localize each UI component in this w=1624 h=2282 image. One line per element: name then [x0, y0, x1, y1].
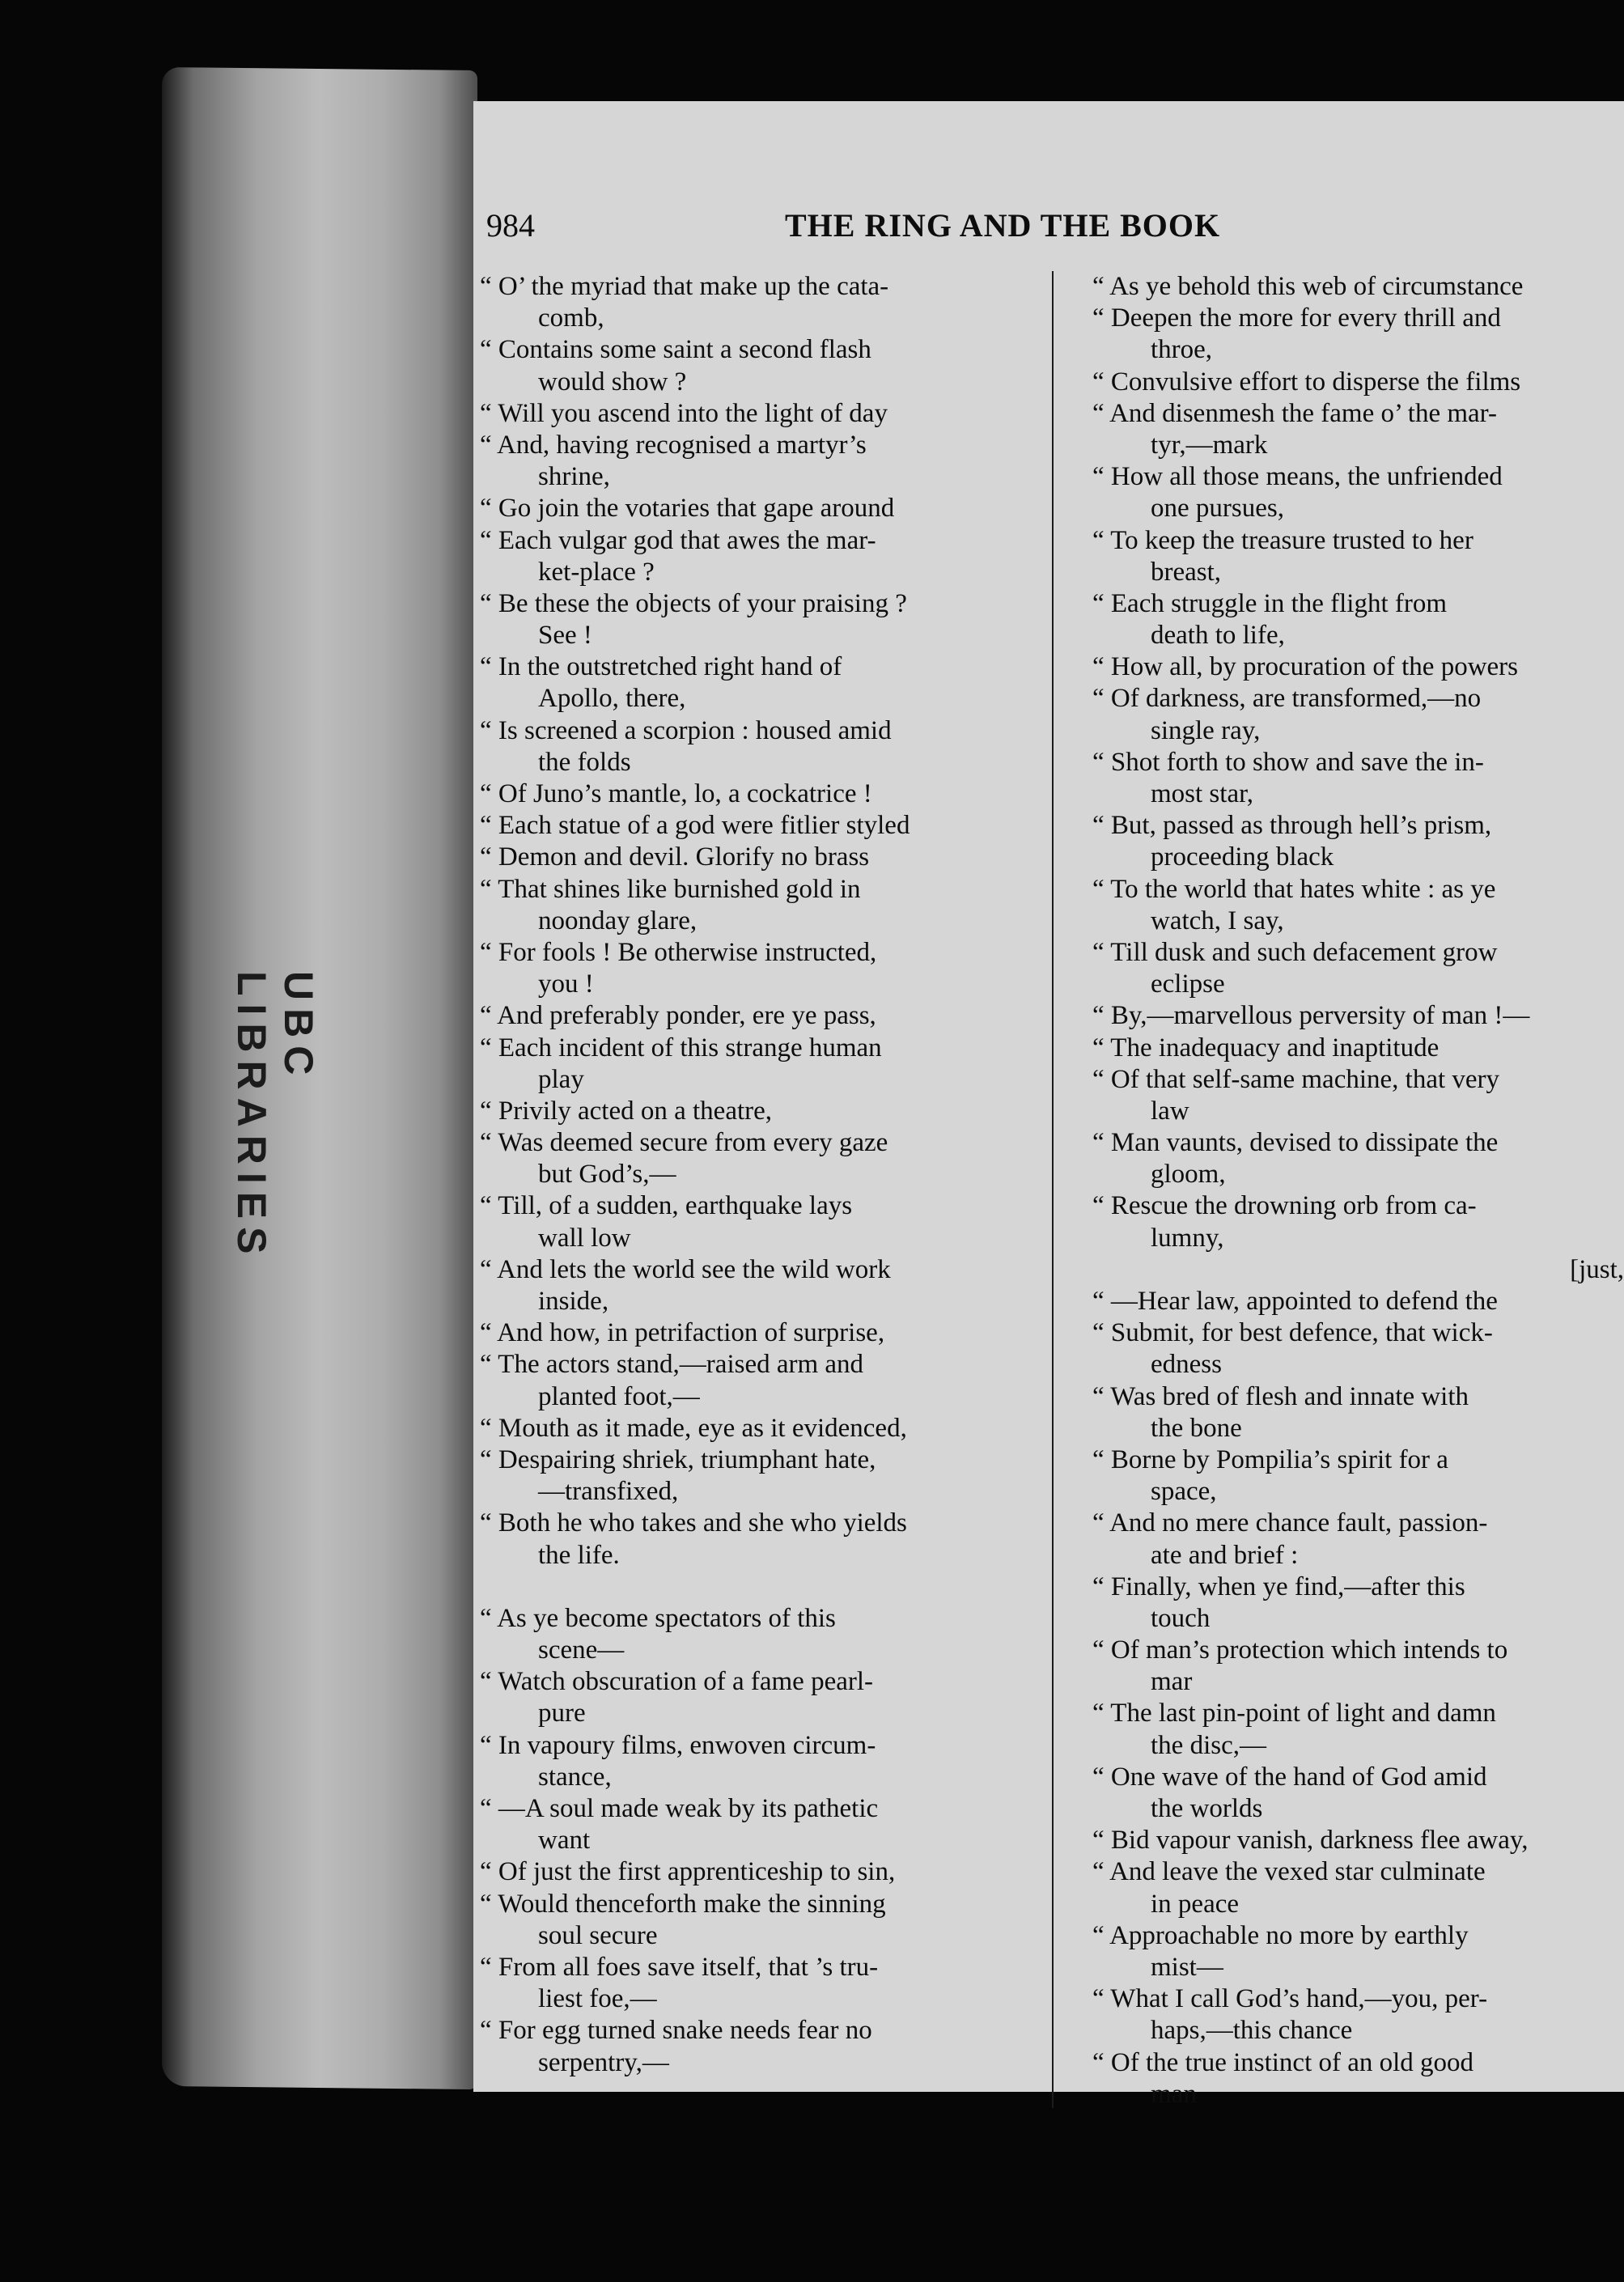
verse-line: “ Deepen the more for every thrill and [1092, 303, 1501, 333]
verse-line: “ Each vulgar god that awes the mar- [480, 525, 876, 555]
verse-line: “ Convulsive effort to disperse the films [1092, 367, 1521, 397]
verse-line: “ Of that self-same machine, that very [1092, 1064, 1500, 1094]
verse-line: watch, I say, [1151, 906, 1284, 935]
verse-line: “ Of just the first apprenticeship to sin, [480, 1857, 896, 1887]
verse-line: stance, [538, 1762, 612, 1792]
verse-line: “ Was deemed secure from every gaze [480, 1128, 888, 1158]
right-text-column [1092, 271, 1624, 2110]
verse-line: would show ? [538, 367, 687, 397]
verse-line: most star, [1151, 779, 1254, 808]
verse-line: “ As ye behold this web of circumstance [1092, 272, 1524, 301]
verse-line: “ Each incident of this strange human [480, 1033, 882, 1063]
verse-line: “ Each struggle in the flight from [1092, 588, 1448, 618]
verse-line: “ Till, of a sudden, earthquake lays [480, 1191, 853, 1221]
verse-line: “ Would thenceforth make the sinning [480, 1889, 886, 1919]
verse-line: comb, [538, 303, 604, 333]
verse-line: the disc,— [1151, 1730, 1266, 1760]
verse-line: “ Despairing shriek, triumphant hate, [480, 1444, 876, 1474]
verse-line: planted foot,— [538, 1381, 700, 1411]
verse-line: law [1151, 1096, 1189, 1126]
verse-line: man [1151, 2079, 1197, 2109]
verse-line: “ Privily acted on a theatre, [480, 1096, 773, 1126]
verse-line: haps,—this chance [1151, 2016, 1353, 2046]
verse-line: “ Was bred of flesh and innate with [1092, 1381, 1469, 1411]
verse-line: “ For egg turned snake needs fear no [480, 2016, 872, 2046]
verse-line: you ! [538, 969, 594, 999]
verse-line: “ Both he who takes and she who yields [480, 1508, 907, 1538]
verse-line: —transfixed, [538, 1477, 679, 1507]
verse-line: but God’s,— [538, 1160, 676, 1190]
verse-line: “ Man vaunts, devised to dissipate the [1092, 1128, 1499, 1158]
verse-line: “ From all foes save itself, that ’s tru- [480, 1952, 879, 1982]
verse-line: “ The inadequacy and inaptitude [1092, 1033, 1440, 1063]
verse-line: want [538, 1826, 591, 1856]
verse-line: eclipse [1151, 969, 1225, 999]
verse-line: “ O’ the myriad that make up the cata- [480, 272, 889, 301]
verse-line: soul secure [538, 1920, 658, 1950]
verse-line: “ That shines like burnished gold in [480, 874, 861, 904]
verse-line: “ To the world that hates white : as ye [1092, 874, 1496, 904]
verse-line: “ Mouth as it made, eye as it evidenced, [480, 1413, 907, 1443]
verse-line: the bone [1151, 1413, 1242, 1443]
verse-line: “ And preferably ponder, ere ye pass, [480, 1001, 876, 1031]
verse-line: “ Borne by Pompilia’s spirit for a [1092, 1444, 1448, 1474]
verse-line: noonday glare, [538, 906, 698, 935]
verse-line: space, [1151, 1477, 1217, 1507]
verse-line: in peace [1151, 1889, 1240, 1919]
verse-line: tyr,—mark [1151, 430, 1268, 460]
verse-line: “ Go join the votaries that gape around [480, 494, 895, 524]
verse-line: scene— [538, 1635, 625, 1665]
verse-line: touch [1151, 1603, 1211, 1633]
verse-line: “ Each statue of a god were fitlier styled [480, 811, 910, 841]
verse-line: wall low [538, 1223, 631, 1253]
verse-line: “ How all, by procuration of the powers [1092, 652, 1519, 682]
verse-line: “ Contains some saint a second flash [480, 335, 871, 365]
verse-line: “ —A soul made weak by its pathetic [480, 1794, 879, 1823]
verse-line: “ And, having recognised a martyr’s [480, 430, 867, 460]
verse-line: “ In the outstretched right hand of [480, 652, 842, 682]
verse-line: ate and brief : [1151, 1540, 1299, 1570]
verse-line [480, 1572, 1046, 1603]
verse-line: “ And lets the world see the wild work [480, 1254, 891, 1284]
page-number: 984 [486, 207, 535, 244]
verse-line: “ Be these the objects of your praising ? [480, 588, 907, 618]
verse-line: “ What I call God’s hand,—you, per- [1092, 1984, 1488, 2014]
verse-line: “ Bid vapour vanish, darkness flee away, [1092, 1826, 1529, 1856]
verse-line: “ And no mere chance fault, passion- [1092, 1508, 1488, 1538]
verse-line: “ Will you ascend into the light of day [480, 398, 888, 428]
verse-line: one pursues, [1151, 494, 1284, 524]
verse-line: “ Approachable no more by earthly [1092, 1920, 1469, 1950]
verse-line: “ As ye become spectators of this [480, 1603, 836, 1633]
verse-line: “ And disenmesh the fame o’ the mar- [1092, 398, 1497, 428]
verse-line: “ To keep the treasure trusted to her [1092, 525, 1473, 555]
verse-line: “ And how, in petrifaction of surprise, [480, 1318, 885, 1348]
verse-line: mar [1151, 1667, 1193, 1697]
verse-line: shrine, [538, 462, 610, 492]
verse-line: “ In vapoury films, enwoven circum- [480, 1730, 876, 1760]
verse-line: inside, [538, 1287, 609, 1316]
verse-line: “ Submit, for best defence, that wick- [1092, 1318, 1493, 1348]
verse-line: serpentry,— [538, 2047, 669, 2077]
verse-line: “ Rescue the drowning orb from ca- [1092, 1191, 1477, 1221]
verse-line: the life. [538, 1540, 620, 1570]
verse-line: the folds [538, 747, 631, 777]
verse-line: [just, [1570, 1254, 1624, 1284]
verse-line: proceeding black [1151, 842, 1334, 872]
verse-line: “ Till dusk and such defacement grow [1092, 937, 1498, 967]
page-header [473, 206, 1624, 255]
verse-line: “ Of the true instinct of an old good [1092, 2047, 1474, 2077]
verse-line: “ Of Juno’s mantle, lo, a cockatrice ! [480, 779, 872, 808]
verse-line: “ One wave of the hand of God amid [1092, 1762, 1487, 1792]
verse-line: “ The actors stand,—raised arm and [480, 1350, 864, 1380]
verse-line: throe, [1151, 335, 1213, 365]
column-divider [1052, 271, 1054, 2108]
verse-line: “ How all those means, the unfriended [1092, 462, 1503, 492]
verse-line: “ For fools ! Be otherwise instructed, [480, 937, 877, 967]
verse-line: lumny, [1151, 1223, 1224, 1253]
verse-line: “ —Hear law, appointed to defend the [1092, 1287, 1498, 1316]
verse-line: “ Is screened a scorpion : housed amid [480, 715, 892, 745]
verse-line: mist— [1151, 1952, 1223, 1982]
verse-line: “ Shot forth to show and save the in- [1092, 747, 1484, 777]
verse-line: See ! [538, 621, 592, 651]
verse-line: Apollo, there, [538, 684, 686, 714]
verse-line: play [538, 1064, 584, 1094]
verse-line: gloom, [1151, 1160, 1226, 1190]
verse-line: “ Demon and devil. Glorify no brass [480, 842, 870, 872]
verse-line: “ The last pin-point of light and damn [1092, 1699, 1496, 1728]
verse-line: “ And leave the vexed star culminate [1092, 1857, 1486, 1887]
book-page [473, 101, 1624, 2109]
verse-line: breast, [1151, 557, 1222, 587]
verse-line: “ By,—marvellous perversity of man !— [1092, 1001, 1530, 1031]
left-text-column [480, 271, 1046, 2079]
verse-line: edness [1151, 1350, 1222, 1380]
verse-line: “ Of man’s protection which intends to [1092, 1635, 1508, 1665]
verse-line: “ Of darkness, are transformed,—no [1092, 684, 1482, 714]
running-title: THE RING AND THE BOOK [785, 207, 1221, 244]
verse-line: “ Finally, when ye find,—after this [1092, 1572, 1465, 1601]
library-stamp: UBC LIBRARIES [229, 971, 321, 1262]
verse-line: the worlds [1151, 1794, 1263, 1823]
verse-line: ket-place ? [538, 557, 655, 587]
verse-line: single ray, [1151, 715, 1261, 745]
verse-line: “ Watch obscuration of a fame pearl- [480, 1667, 874, 1697]
verse-line: “ But, passed as through hell’s prism, [1092, 811, 1492, 841]
verse-line: liest foe,— [538, 1984, 657, 2014]
verse-line: pure [538, 1699, 586, 1728]
verse-line: death to life, [1151, 621, 1285, 651]
